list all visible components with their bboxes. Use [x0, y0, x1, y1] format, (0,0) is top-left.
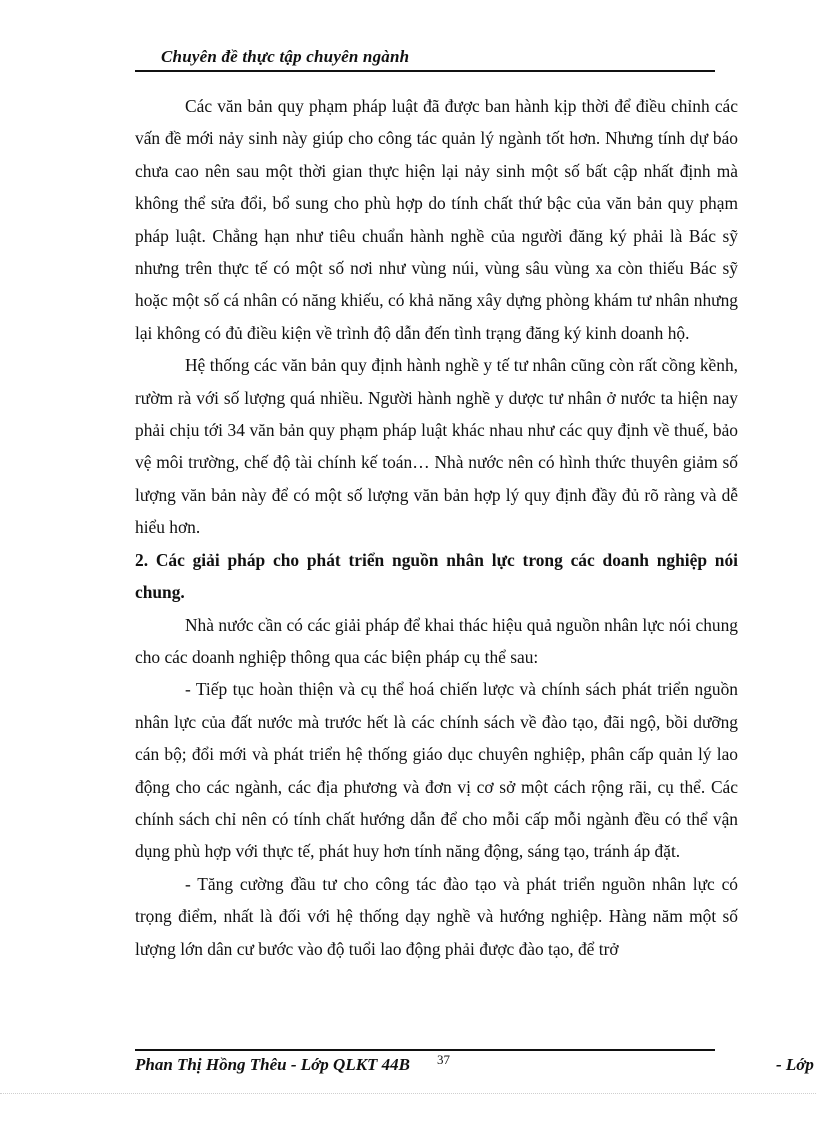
- footer-right-fragment: - Lớp: [776, 1055, 814, 1074]
- paragraph-regulation-system: Hệ thống các văn bản quy định hành nghề y tế tư nhân cũng còn rất cồng kềnh, rườm rà với số lượng quá nhiều. Người hành nghề y dược tư nhân ở nước ta hiện nay phải chịu tới 34 văn bản quy phạm pháp luật khác nhau như các quy định về thuế, bảo vệ môi trường, chế độ tài chính kế toán… Nhà nước nên có hình thức thuyên giảm số lượng văn bản này để có một số lượng văn bản hợp lý quy định đầy đủ rõ ràng và dễ hiểu hơn.: [135, 355, 738, 538]
- header-rule: [135, 70, 715, 72]
- footer-author: Phan Thị Hồng Thêu - Lớp QLKT 44B: [135, 1055, 411, 1074]
- page-edge-divider: [0, 1093, 816, 1094]
- page-number: 37: [437, 1052, 450, 1067]
- section-heading: 2. Các giải pháp cho phát triển nguồn nhân lực trong các doanh nghiệp nói chung.: [135, 549, 738, 603]
- paragraph-bullet-investment: - Tăng cường đầu tư cho công tác đào tạo và phát triển nguồn nhân lực có trọng điểm, nhất là đối với hệ thống dạy nghề và hướng nghiệp. Hàng năm một số lượng lớn dân cư bước vào độ tuổi lao động phải được đào tạo, để trở: [135, 873, 738, 959]
- footer-rule: [135, 1049, 715, 1051]
- paragraph-state-solutions: Nhà nước cần có các giải pháp để khai thác hiệu quả nguồn nhân lực nói chung cho các doanh nghiệp thông qua các biện pháp cụ thể sau:: [135, 614, 738, 667]
- paragraph-legal-documents: Các văn bản quy phạm pháp luật đã được ban hành kịp thời để điều chỉnh các vấn đề mới nảy sinh này giúp cho công tác quản lý ngành tốt hơn. Nhưng tính dự báo chưa cao nên sau một thời gian thực hiện lại nảy sinh một số bất cập nhất định mà không thể sửa đổi, bổ sung cho phù hợp do tính chất thứ bậc của văn bản quy phạm pháp luật. Chẳng hạn như tiêu chuẩn hành nghề của người đăng ký phải là Bác sỹ nhưng trên thực tế có một số nơi như vùng núi, vùng sâu vùng xa còn thiếu Bác sỹ hoặc một số cá nhân có năng khiếu, có khả năng xây dựng phòng khám tư nhân nhưng lại không có đủ điều kiện về trình độ dẫn đến tình trạng đăng ký kinh doanh hộ.: [135, 96, 738, 343]
- paragraph-bullet-strategy: - Tiếp tục hoàn thiện và cụ thể hoá chiến lược và chính sách phát triển nguồn nhân lực của đất nước mà trước hết là các chính sách về đào tạo, đãi ngộ, bồi dưỡng cán bộ; đổi mới và phát triển hệ thống giáo dục chuyên nghiệp, phân cấp quản lý lao động cho các ngành, các địa phương và đơn vị cơ sở một cách rộng rãi, cụ thể. Các chính sách chỉ nên có tính chất hướng dẫn để cho mỗi cấp mỗi ngành đều có thể vận dụng phù hợp với thực tế, phát huy hơn tính năng động, sáng tạo, tránh áp đặt.: [135, 679, 738, 862]
- body-text: [135, 90, 738, 965]
- header-title: Chuyên đề thực tập chuyên ngành: [161, 47, 410, 66]
